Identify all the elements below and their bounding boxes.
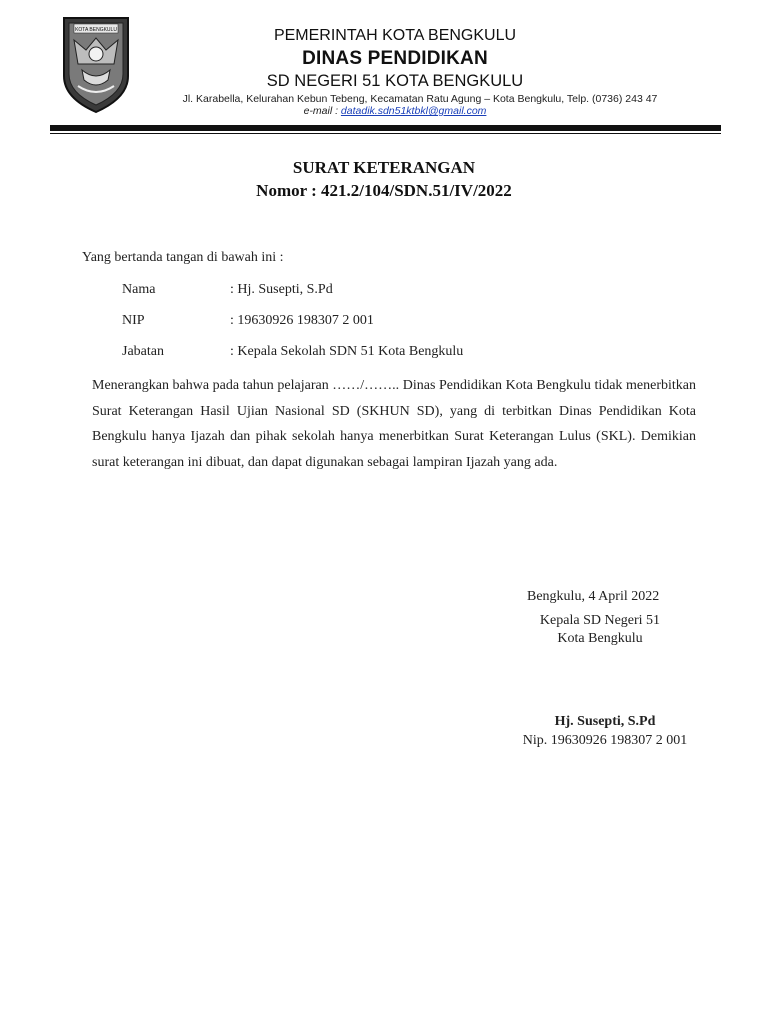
document-number: Nomor : 421.2/104/SDN.51/IV/2022 <box>256 181 512 200</box>
field-label: Jabatan <box>122 344 164 359</box>
field-label: NIP <box>122 313 145 328</box>
letterhead-government: PEMERINTAH KOTA BENGKULU <box>273 27 517 44</box>
kota-bengkulu-emblem-logo <box>60 14 132 114</box>
field-label: Nama <box>122 282 156 297</box>
document-title: SURAT KETERANGAN <box>292 158 476 177</box>
field-value: : Kepala Sekolah SDN 51 Kota Bengkulu <box>230 344 464 359</box>
place-date: Bengkulu, 4 April 2022 <box>527 589 660 604</box>
field-row-nip <box>122 313 374 329</box>
signatory-city: Kota Bengkulu <box>557 631 643 646</box>
letterhead-agency: DINAS PENDIDIKAN <box>302 48 488 69</box>
field-row-nama <box>122 282 333 298</box>
email-label: e-mail : <box>303 105 341 117</box>
signatory-nip: Nip. 19630926 198307 2 001 <box>522 733 688 748</box>
letterhead-divider-thin <box>50 133 721 134</box>
body-paragraph: Menerangkan bahwa pada tahun pelajaran ……/…….. Dinas Pendidikan Kota Bengkulu tidak menerbitkan Surat Keterangan Hasil Ujian Nasional SD (SKHUN SD), yang di terbitkan Dinas Pendidikan Kota Bengkulu hanya Ijazah dan pihak sekolah hanya menerbitkan Surat Keterangan Lulus (SKL). Demikian surat keterangan ini dibuat, dan dapat digunakan sebagai lampiran Ijazah yang ada. <box>92 378 696 470</box>
field-value: : Hj. Susepti, S.Pd <box>230 282 333 297</box>
logo-text: KOTA BENGKULU <box>75 27 117 33</box>
field-row-jabatan <box>122 344 463 360</box>
letterhead-divider-thick <box>50 125 721 131</box>
field-value: : 19630926 198307 2 001 <box>230 313 374 328</box>
signatory-name: Hj. Susepti, S.Pd <box>554 714 656 729</box>
letterhead-school: SD NEGERI 51 KOTA BENGKULU <box>266 72 524 90</box>
intro-text: Yang bertanda tangan di bawah ini : <box>82 250 284 265</box>
letterhead-address: Jl. Karabella, Kelurahan Kebun Tebeng, Kecamatan Ratu Agung – Kota Bengkulu, Telp. (0736) 243 47 <box>182 93 658 105</box>
signatory-title: Kepala SD Negeri 51 <box>539 613 661 628</box>
email-link[interactable]: datadik.sdn51ktbkl@gmail.com <box>340 105 487 117</box>
letterhead-email-line <box>140 105 650 117</box>
